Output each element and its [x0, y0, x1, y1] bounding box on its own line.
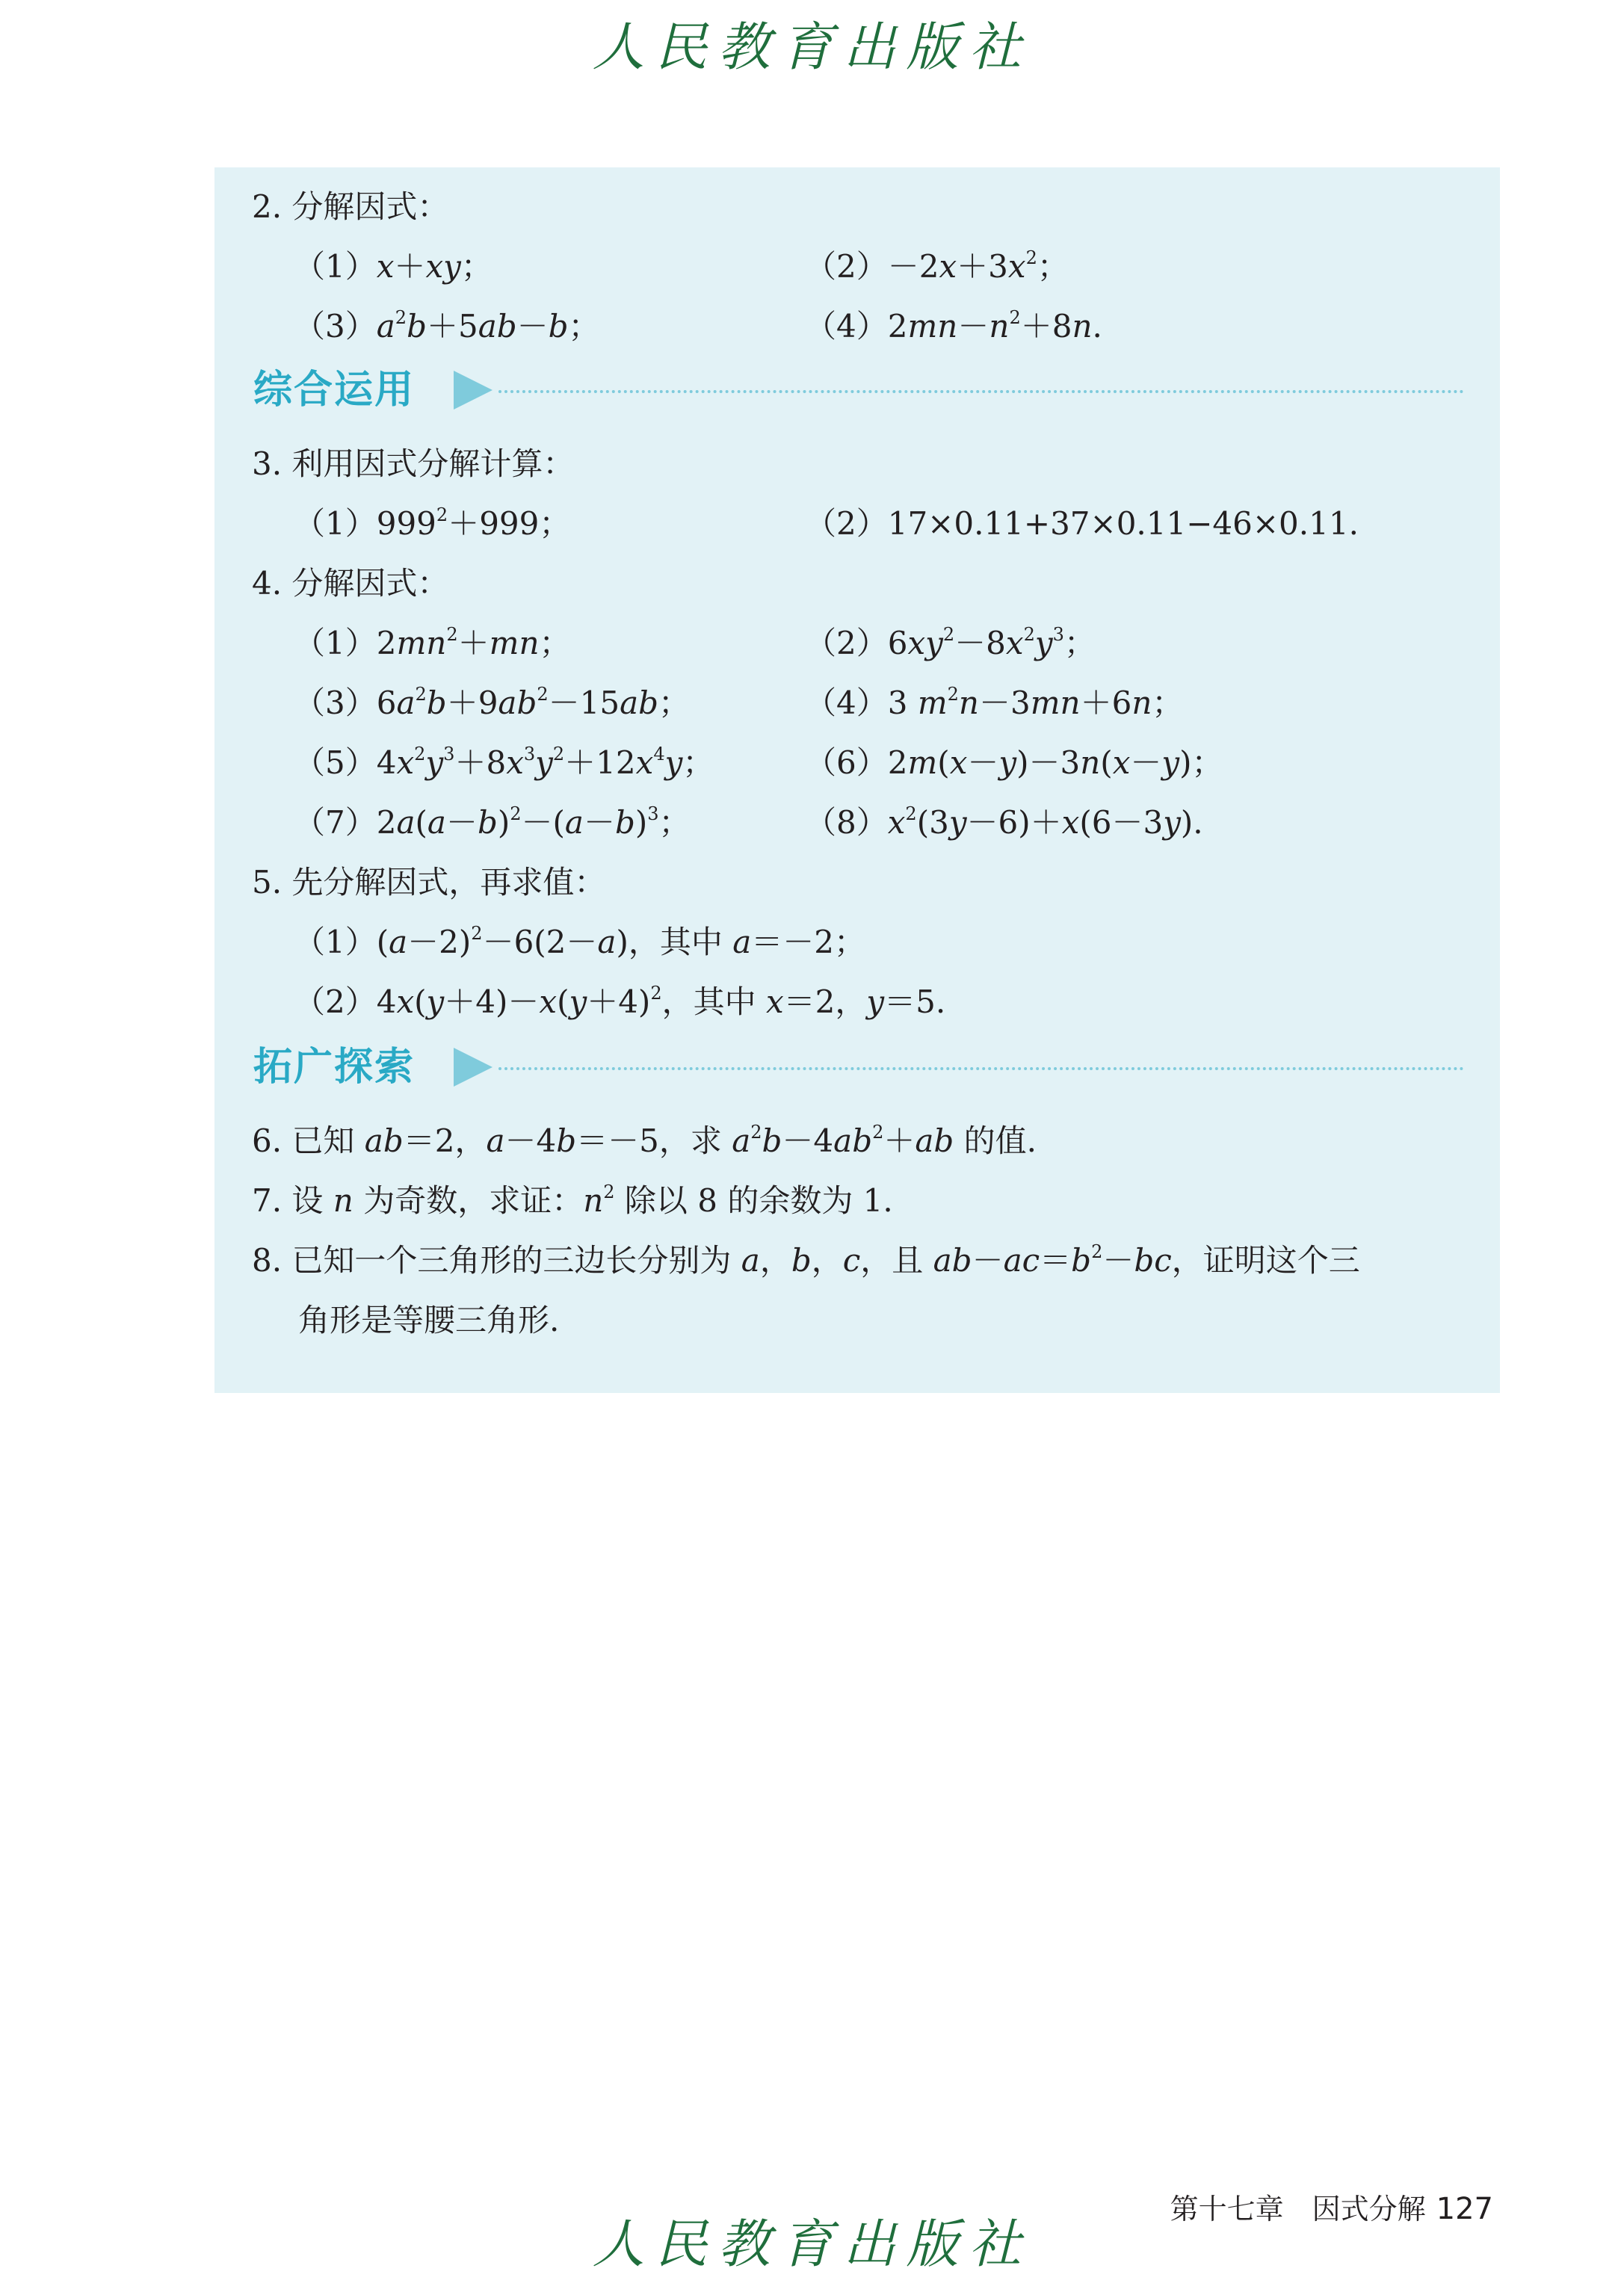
exercise-2-part-3: $(3)a^2b+5ab-b$； — [294, 307, 600, 345]
publisher-footer: 人民教育出版社 — [592, 2214, 1032, 2275]
exercise-2-part-4: $(4)2mn-n^2+8n$. — [805, 307, 1102, 345]
exercise-4-heading: 4. 分解因式： — [252, 565, 449, 602]
exercise-4-part-7: $(7)2a(a-b)^2-(a-b)^3$； — [294, 803, 691, 841]
exercise-5-heading: 5. 先分解因式，再求值： — [252, 864, 606, 901]
exercise-4-part-6: （6）2m(x－y)－3n(x－y)； — [805, 744, 1223, 781]
dotted-divider — [498, 390, 1464, 393]
exercise-4-part-1: $(1)2mn^2+mn$； — [294, 624, 571, 661]
dotted-divider — [498, 1067, 1464, 1070]
exercise-4-part-2: $(2)6xy^2-8x^2y^3$； — [805, 624, 1096, 661]
exercise-8: 8. 已知一个三角形的三边长分别为 a，b，c，且 $ab-ac=b^2-bc$，证明这个三 — [252, 1241, 1360, 1279]
exercise-box — [214, 167, 1500, 1393]
section-title: 综合运用 — [253, 368, 416, 413]
exercise-7: 7. 设 n 为奇数，求证：$n^2$ 除以 8 的余数为 1. — [252, 1182, 893, 1219]
exercise-5-part-1: $(1)(a-2)^2-6(2-a)$，其中 a＝－2； — [294, 923, 865, 960]
publisher-header: 人民教育出版社 — [592, 16, 1032, 78]
exercise-2-heading: 2. 分解因式： — [252, 188, 449, 225]
exercise-3-part-2: （2）17×0.11+37×0.11−46×0.11. — [805, 505, 1359, 542]
exercise-3-heading: 3. 利用因式分解计算： — [252, 445, 575, 482]
exercise-2-part-2: $(2)-2x+3x^2$； — [805, 247, 1069, 285]
exercise-6: 6. 已知 ab＝2，a－4b＝－5，求 $a^2b-4ab^2+ab$ 的值. — [252, 1122, 1037, 1159]
exercise-8-continued: 角形是等腰三角形. — [298, 1302, 560, 1338]
section-header-explore — [253, 1046, 1464, 1099]
section-header-comprehensive — [253, 369, 1464, 421]
exercise-2-part-1: （1）x＋xy； — [294, 248, 493, 285]
section-title: 拓广探索 — [253, 1045, 416, 1090]
exercise-4-part-3: $(3)6a^2b+9ab^2-15ab$； — [294, 684, 691, 721]
exercise-4-part-8: $(8)x^2(3y-6)+x(6-3y)$. — [805, 803, 1203, 841]
exercise-3-part-1: $(1)999^2+999$； — [294, 504, 571, 542]
page-number: 127 — [1436, 2192, 1493, 2226]
exercise-4-part-5: $(5)4x^2y^3+8x^3y^2+12x^4y$； — [294, 744, 714, 781]
exercise-4-part-4: （4）3 $m^2n-3mn+6n$； — [805, 684, 1184, 721]
arrow-icon — [454, 1048, 493, 1087]
chapter-title: 第十七章 因式分解 — [1170, 2193, 1426, 2225]
exercise-5-part-2: $(2)4x(y+4)-x(y+4)^2$，其中 x＝2，y＝5. — [294, 983, 946, 1020]
arrow-icon — [454, 371, 493, 410]
